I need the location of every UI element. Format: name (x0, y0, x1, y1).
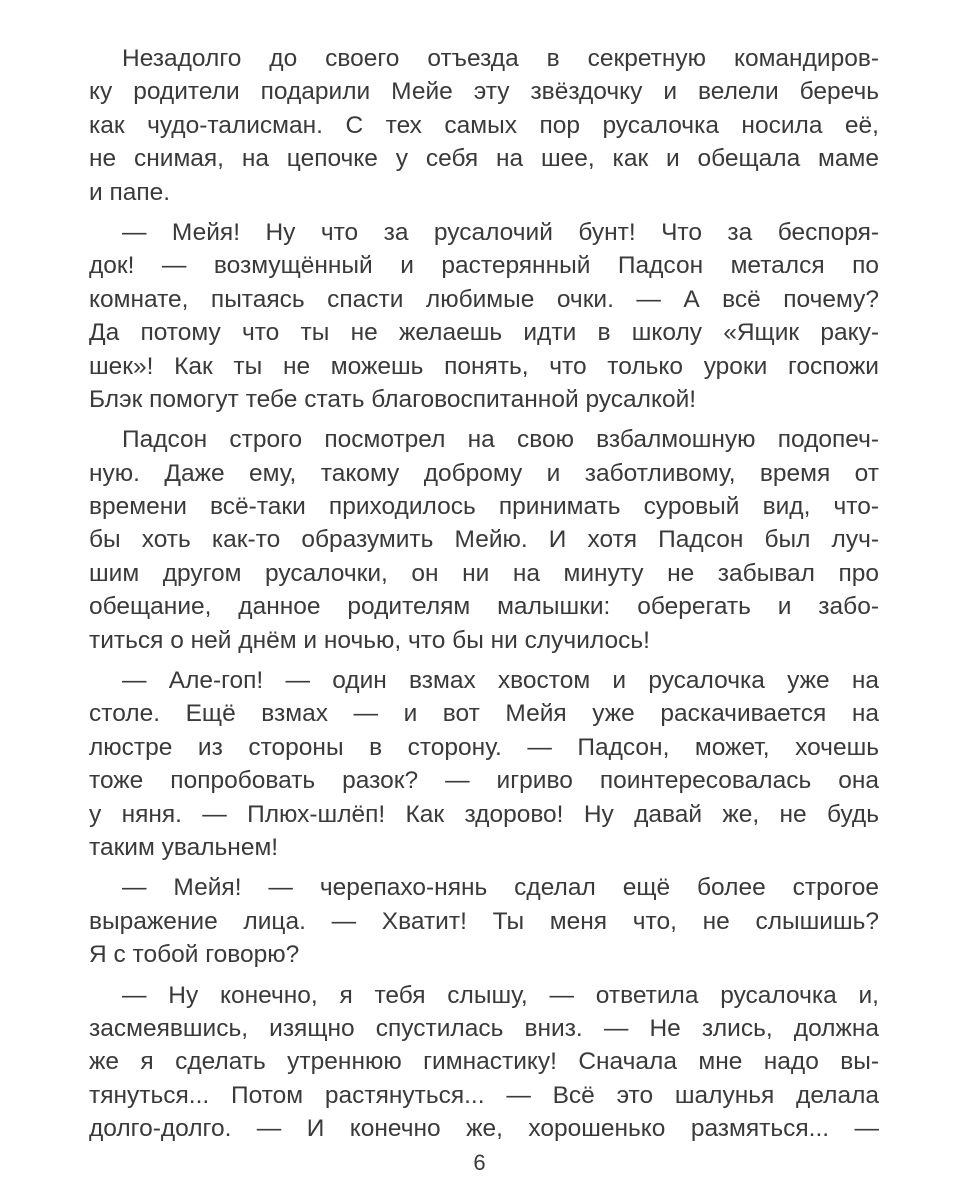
page-number: 6 (473, 1150, 486, 1175)
paragraph-5 (89, 871, 879, 971)
text-line: — Мейя! Ну что за русалочий бунт! Что за беспоря- (122, 218, 879, 246)
paragraph-4 (89, 664, 879, 864)
text-line: ную. Даже ему, такому доброму и заботливому, время от (89, 459, 879, 487)
paragraph-1 (89, 42, 879, 209)
text-line: Я с тобой говорю? (89, 941, 300, 969)
text-line: Падсон строго посмотрел на свою взбалмошную подопеч- (122, 426, 879, 454)
text-line: — Мейя! — черепахо-нянь сделал ещё более строгое (122, 874, 879, 902)
text-line: как чудо-талисман. С тех самых пор русалочка носила её, (89, 111, 879, 139)
text-line: у няня. — Плюх-шлёп! Как здорово! Ну давай же, не будь (89, 800, 879, 828)
text-line: комнате, пытаясь спасти любимые очки. — А всё почему? (89, 285, 879, 313)
text-line: док! — возмущённый и растерянный Падсон метался по (89, 252, 879, 280)
text-line: же я сделать утреннюю гимнастику! Сначала мне надо вы- (89, 1048, 879, 1076)
text-line: — Але-гоп! — один взмах хвостом и русалочка уже на (122, 667, 879, 695)
text-line: таким увальнем! (89, 833, 279, 861)
text-line: столе. Ещё взмах — и вот Мейя уже раскачивается на (89, 700, 879, 728)
text-line: выражение лица. — Хватит! Ты меня что, не слышишь? (89, 907, 879, 935)
text-line: титься о ней днём и ночью, что бы ни случилось! (89, 626, 650, 654)
text-line: засмеявшись, изящно спустилась вниз. — Не злись, должна (89, 1014, 879, 1042)
text-line: тоже попробовать разок? — игриво поинтересовалась она (89, 767, 879, 795)
paragraph-6 (89, 979, 879, 1146)
text-line: времени всё-таки приходилось принимать суровый вид, что- (89, 493, 879, 521)
text-line: — Ну конечно, я тебя слышу, — ответила русалочка и, (122, 981, 879, 1009)
text-line: обещание, данное родителям малышки: оберегать и забо- (89, 593, 879, 621)
text-line: Незадолго до своего отъезда в секретную командиров- (122, 45, 879, 72)
paragraph-2 (89, 216, 879, 416)
text-line: тянуться... Потом растянуться... — Всё это шалунья делала (89, 1081, 879, 1109)
book-page-text (89, 42, 879, 1146)
text-line: Блэк помогут тебе стать благовоспитанной русалкой! (89, 385, 697, 413)
text-line: шек»! Как ты не можешь понять, что только уроки госпожи (89, 352, 879, 380)
text-line: шим другом русалочки, он ни на минуту не забывал про (89, 559, 879, 587)
text-line: бы хоть как-то образумить Мейю. И хотя Падсон был луч- (89, 526, 879, 554)
text-line: и папе. (89, 178, 171, 206)
text-line: Да потому что ты не желаешь идти в школу «Ящик раку- (89, 319, 879, 347)
text-line: долго-долго. — И конечно же, хорошенько размяться... — (89, 1115, 879, 1143)
text-line: люстре из стороны в сторону. — Падсон, может, хочешь (89, 733, 879, 761)
text-line: не снимая, на цепочке у себя на шее, как и обещала маме (89, 145, 879, 173)
text-line: ку родители подарили Мейе эту звёздочку и велели беречь (89, 78, 879, 106)
paragraph-3 (89, 423, 879, 657)
